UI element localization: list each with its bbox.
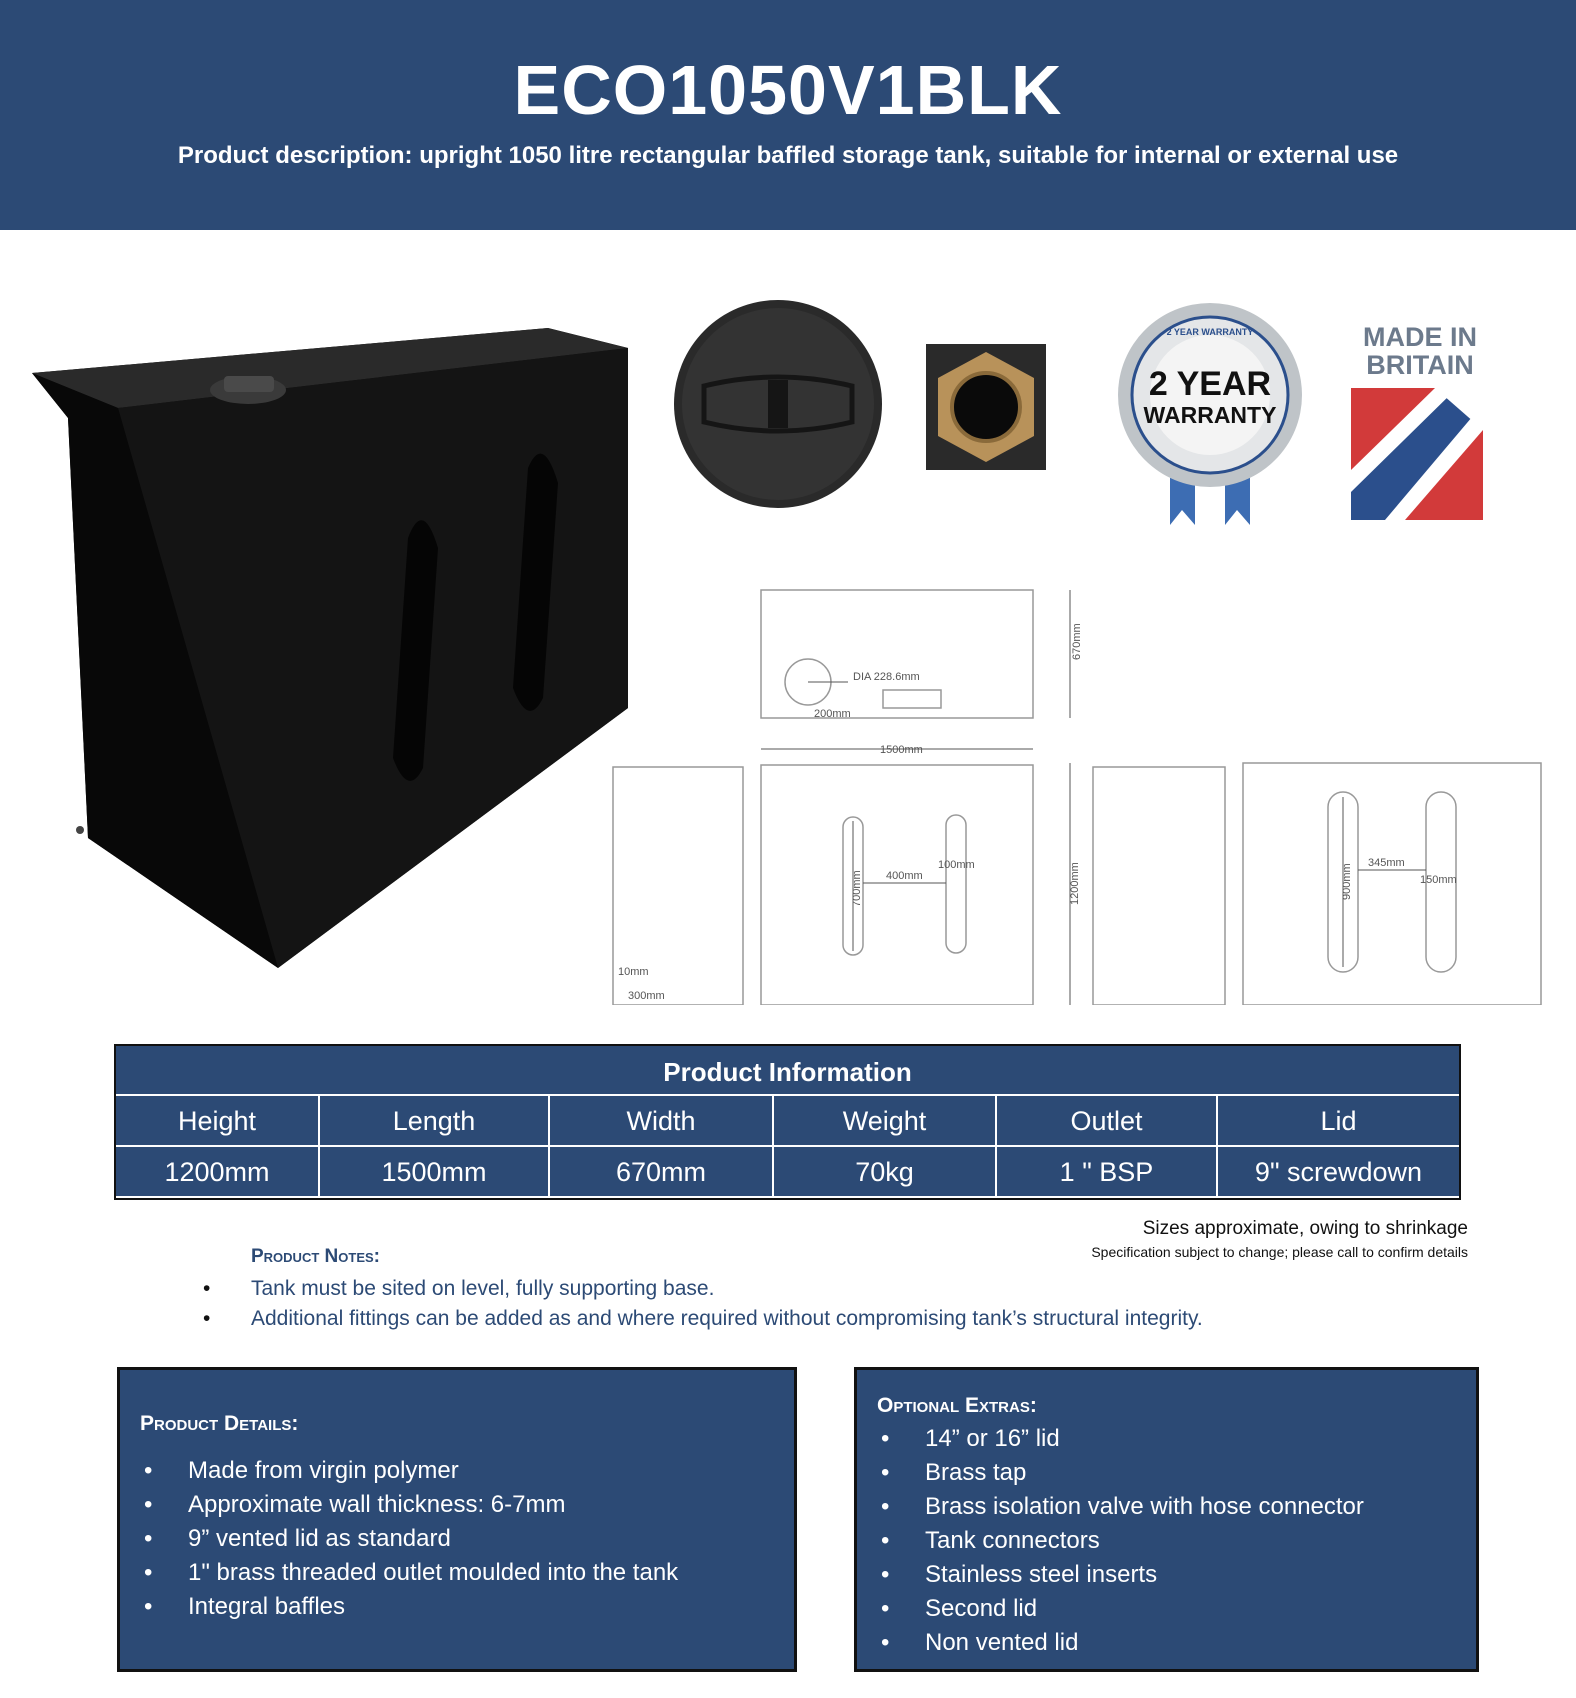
- extra-item: • 14” or 16” lid: [877, 1422, 1476, 1456]
- lid-photo: [672, 298, 884, 510]
- end-baffle-gap-label: 345mm: [1368, 857, 1405, 869]
- note-item: • Tank must be sited on level, fully supporting base.: [203, 1274, 1401, 1304]
- detail-item: • Approximate wall thickness: 6-7mm: [140, 1488, 794, 1522]
- tank-photo: [28, 318, 640, 970]
- header-lid: Lid: [1218, 1096, 1459, 1145]
- value-width: 670mm: [550, 1147, 774, 1196]
- header-height: Height: [116, 1096, 320, 1145]
- britain-text: BRITAIN: [1366, 350, 1474, 380]
- header-length: Length: [320, 1096, 550, 1145]
- dia-label: DIA 228.6mm: [853, 671, 920, 683]
- detail-item: • Integral baffles: [140, 1590, 794, 1624]
- notes-title: Product Notes:: [251, 1246, 380, 1267]
- detail-item: • Made from virgin polymer: [140, 1454, 794, 1488]
- baffle-width-label: 100mm: [938, 859, 975, 871]
- extra-item: • Stainless steel inserts: [877, 1558, 1476, 1592]
- warranty-years-text: 2 YEAR: [1148, 365, 1272, 403]
- details-title: Product Details:: [140, 1412, 299, 1435]
- technical-drawing: [608, 585, 1548, 1005]
- warranty-ring-text: 2 YEAR WARRANTY: [1166, 327, 1254, 337]
- height-label: 1200mm: [1069, 862, 1081, 905]
- brass-outlet-photo: [926, 344, 1046, 470]
- outlet-height-label: 10mm: [618, 966, 649, 978]
- made-in-britain-badge: [1345, 320, 1495, 525]
- product-code-title: ECO1050V1BLK: [513, 51, 1063, 129]
- product-info-table: [114, 1044, 1461, 1200]
- baffle-gap-label: 400mm: [886, 870, 923, 882]
- warranty-badge: [1115, 300, 1305, 530]
- extra-item: • Tank connectors: [877, 1524, 1476, 1558]
- header-width: Width: [550, 1096, 774, 1145]
- extra-item: • Second lid: [877, 1592, 1476, 1626]
- end-baffle-height-label: 900mm: [1341, 863, 1353, 900]
- sizes-note: Sizes approximate, owing to shrinkage: [1142, 1218, 1468, 1239]
- header-outlet: Outlet: [997, 1096, 1218, 1145]
- extra-item: • Brass isolation valve with hose connector: [877, 1490, 1476, 1524]
- header-weight: Weight: [774, 1096, 997, 1145]
- offset-label: 200mm: [814, 708, 851, 720]
- width-label: 670mm: [1071, 623, 1083, 660]
- value-weight: 70kg: [774, 1147, 997, 1196]
- value-lid: 9" screwdown: [1218, 1147, 1459, 1196]
- end-baffle-width-label: 150mm: [1420, 874, 1457, 886]
- product-info-title: Product Information: [116, 1046, 1459, 1096]
- optional-extras-box: [854, 1367, 1479, 1672]
- table-header-row: [116, 1096, 1459, 1147]
- outlet-offset-label: 300mm: [628, 990, 665, 1002]
- baffle-height-label: 700mm: [851, 870, 863, 907]
- detail-item: • 1" brass threaded outlet moulded into the tank: [140, 1556, 794, 1590]
- note-item: • Additional fittings can be added as and where required without compromising tank’s structural integrity.: [203, 1304, 1401, 1334]
- value-height: 1200mm: [116, 1147, 320, 1196]
- extra-item: • Brass tap: [877, 1456, 1476, 1490]
- spec-note: Specification subject to change; please call to confirm details: [1091, 1244, 1468, 1260]
- detail-item: • 9” vented lid as standard: [140, 1522, 794, 1556]
- extra-item: • Non vented lid: [877, 1626, 1476, 1660]
- extras-title: Optional Extras:: [877, 1394, 1037, 1417]
- product-description: Product description: upright 1050 litre rectangular baffled storage tank, suitable for internal or external use: [177, 142, 1399, 169]
- product-notes: [251, 1246, 1401, 1334]
- header-banner: [0, 0, 1576, 230]
- length-label: 1500mm: [880, 744, 923, 756]
- table-value-row: [116, 1147, 1459, 1196]
- value-length: 1500mm: [320, 1147, 550, 1196]
- value-outlet: 1 " BSP: [997, 1147, 1218, 1196]
- product-details-box: [117, 1367, 797, 1672]
- made-in-text: MADE IN: [1363, 322, 1477, 352]
- warranty-word-text: WARRANTY: [1143, 402, 1277, 428]
